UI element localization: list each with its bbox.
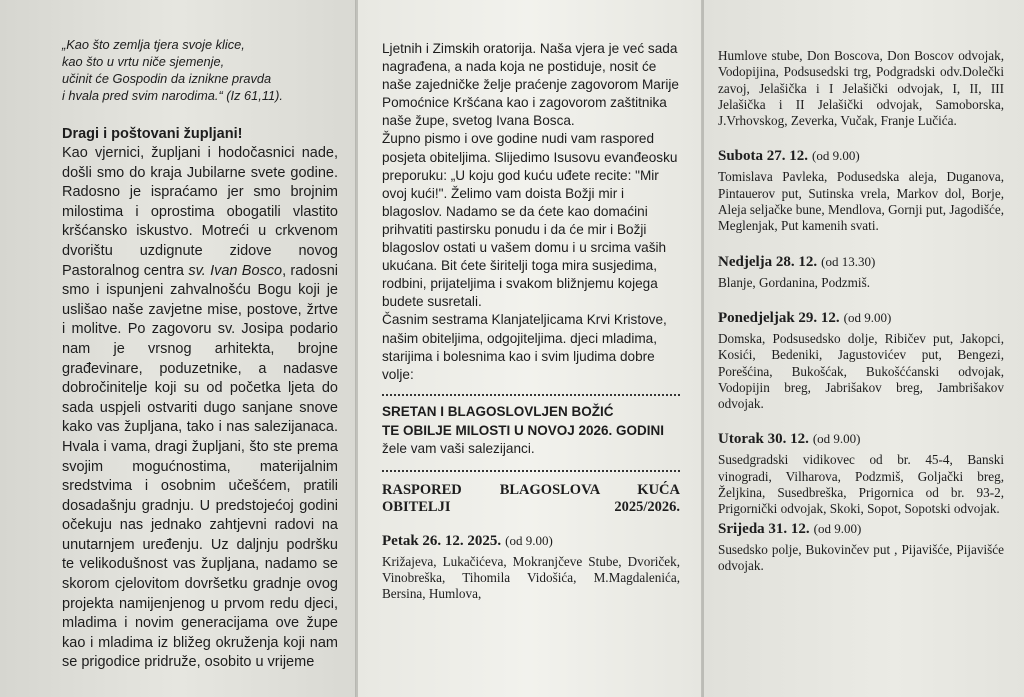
day-name: Utorak 30. 12.	[718, 431, 809, 448]
day-time: (od 9.00)	[812, 148, 860, 164]
letter-body-italic: sv. Ivan Bosco	[188, 262, 283, 279]
day-time: (od 9.00)	[843, 309, 892, 325]
day-streets: Susedgradski vidikovec od br. 45-4, Banski vinogradi, Vilharova, Podzmiš, Goljački breg, Željkina, Susedbreška, Prigornica od br. 93-2, Prigornički odvojak, Skoki, Sopot, Sopotski odvojak.	[718, 452, 1004, 517]
page-fold	[701, 0, 704, 697]
page-fold	[355, 0, 358, 697]
visit-announcement: Župno pismo i ove godine nudi vam raspored posjeta obiteljima. Slijedimo Isusovu evanđeosku preporuku: „U koju god kuću uđete recite: "Mir ovoj kući!". Želimo vam doista Božji mir i blagoslov. Nadamo se da ćete kao domaćini prihvatiti pastirsku ponudu i da će mir i Božji blagoslov ostati u vašem domu i u srcima vaših ukućana. Bit ćete širitelji toga mira susjedima, rodbini, prijateljima i svakom bližnjemu kojega budete susretali.	[382, 131, 678, 310]
day-heading	[718, 253, 1004, 271]
day-streets: Tomislava Pavleka, Podusedska aleja, Duganova, Pintauerov put, Sutinska vrela, Markov dol, Borje, Aleja seljačke bune, Mendlova, Gornji put, Jagodišće, Meglenjak, Put kamenih svati.	[718, 169, 1004, 234]
day-heading	[718, 147, 1004, 165]
day-time: (od 13.30)	[821, 253, 876, 269]
column-left	[0, 0, 356, 697]
day-heading	[382, 532, 680, 550]
dotted-divider	[382, 394, 680, 396]
day-name: Petak 26. 12. 2025.	[382, 532, 502, 549]
spacer	[718, 235, 1004, 253]
day-streets: Blanje, Gordanina, Podzmiš.	[718, 274, 870, 290]
day-name: Srijeda 31. 12.	[718, 520, 810, 537]
day-time: (od 9.00)	[505, 532, 553, 548]
spacer	[718, 129, 1004, 147]
greeting: Dragi i poštovani župljani!	[62, 126, 243, 142]
dedication: Časnim sestrama Klanjateljicama Krvi Kristove, našim obiteljima, odgojiteljima. djeci mladima, starijima i bolesnima kao i svim ljudima dobre volje:	[382, 312, 667, 382]
dotted-divider	[382, 470, 680, 472]
day-name: Nedjelja 28. 12.	[718, 253, 818, 270]
bible-quote: „Kao što zemlja tjera svoje klice, kao što u vrtu niče sjemenje, učinit će Gospodin da iznikne pravda i hvala pred svim narodima.“ (Iz 61,11).	[62, 37, 283, 103]
column-middle	[356, 0, 702, 697]
day-name: Ponedjeljak 29. 12.	[718, 309, 840, 326]
column-right	[702, 0, 1024, 697]
letter-body	[62, 144, 338, 673]
day-streets: Domska, Podsusedsko dolje, Ribičev put, Jakopci, Kosići, Bedeniki, Jagustovićev put, Bengezi, Porešćina, Bukošćak, Bukošććanski odvojak, Vodopijin breg, Jabrišakov breg, Jambrišakov odvojak.	[718, 330, 1004, 412]
day-heading	[718, 520, 1004, 538]
schedule-title: RASPORED BLAGOSLOVA KUĆA OBITELJI 2025/2026.	[382, 481, 680, 515]
day-streets: Križajeva, Lukačićeva, Mokranjčeve Stube, Dvoriček, Vinobreška, Tihomila Vidošića, M.Magdalenića, Bersina, Humlova,	[382, 553, 680, 602]
day-time: (od 9.00)	[813, 520, 862, 536]
day-heading	[718, 430, 1004, 448]
christmas-wish-line-1: SRETAN I BLAGOSLOVLJEN BOŽIĆ	[382, 403, 614, 419]
letter-body-rest: , radosni smo i ispunjeni zahvalnošću Bogu koji je uslišao naše zavjetne mise, postove, žrtve i molitve. Po zagovoru sv. Josipa podario nam je vrsnog arhitekta, brojne građevinare, poduzetnike, a nadasve dobročinitelje koji su od početka ljeta do sada uspjeli ostvariti dugo sanjane snove kako vas župljana, tako i nas salezijanaca. Hvala i vama, dragi župljani, što ste prema svojim mogućnostima, materijalnim sredstvima i osobnim učešćem, pratili dosadašnju gradnju. U predstojećoj godini očekuju nas jednako zahtjevni radovi na unutarnjem uređenju. Uz daljnju podršku te velikodušnost vas župljana, nadamo se skorom cjelovitom dovršetku gradnje ovog projekta namijenjenog u prvom redu djeci, mladima i novim generacijama ove župe kao i mladima iz bližeg okruženja koji nam se prigodice pridruže, osobito u vrijeme	[62, 262, 338, 671]
letter-body-start: Kao vjernici, župljani i hodočasnici nade, došli smo do kraja Jubilarne svete godine. Radosno je ispraćamo jer smo brojnim milostima i oprostima obogatili vlastito kršćansko iskustvo. Motreći u crkvenom dvorištu uzdignute zidove novog Pastoralnog centra	[62, 145, 338, 279]
day-streets: Susedsko polje, Bukovinčev put , Pijavišće, Pijavišće odvojak.	[718, 541, 1004, 573]
day-time: (od 9.00)	[812, 431, 861, 447]
day-heading	[718, 309, 1004, 327]
day-streets-continued: Humlove stube, Don Boscova, Don Boscov odvojak, Vodopijina, Podsusedski trg, Podgradski odv.Dolečki zavoj, Jelašička i I Jelašički odvojak, I, II, III Jelašička i II Jelašički odvojak, Samoborska, J.Vrhovskog, Zeverka, Vučak, Franje Lučića.	[718, 48, 1004, 129]
christmas-wish-line-2: TE OBILJE MILOSTI U NOVOJ 2026. GODINI	[382, 422, 665, 438]
wish-signature: žele vam vaši salezijanci.	[382, 440, 535, 456]
day-name: Subota 27. 12.	[718, 148, 809, 165]
letter-continued: Ljetnih i Zimskih oratorija. Naša vjera je već sada nagrađena, a nada koja ne postiduje, nosit će naše zajedničke želje praćenje zagovorom Marije Pomoćnice Kršćana kao i zagovorom zaštitnika naše župe, svetog Ivana Bosca.	[382, 41, 679, 129]
spacer	[718, 412, 1004, 430]
spacer	[718, 291, 1004, 309]
